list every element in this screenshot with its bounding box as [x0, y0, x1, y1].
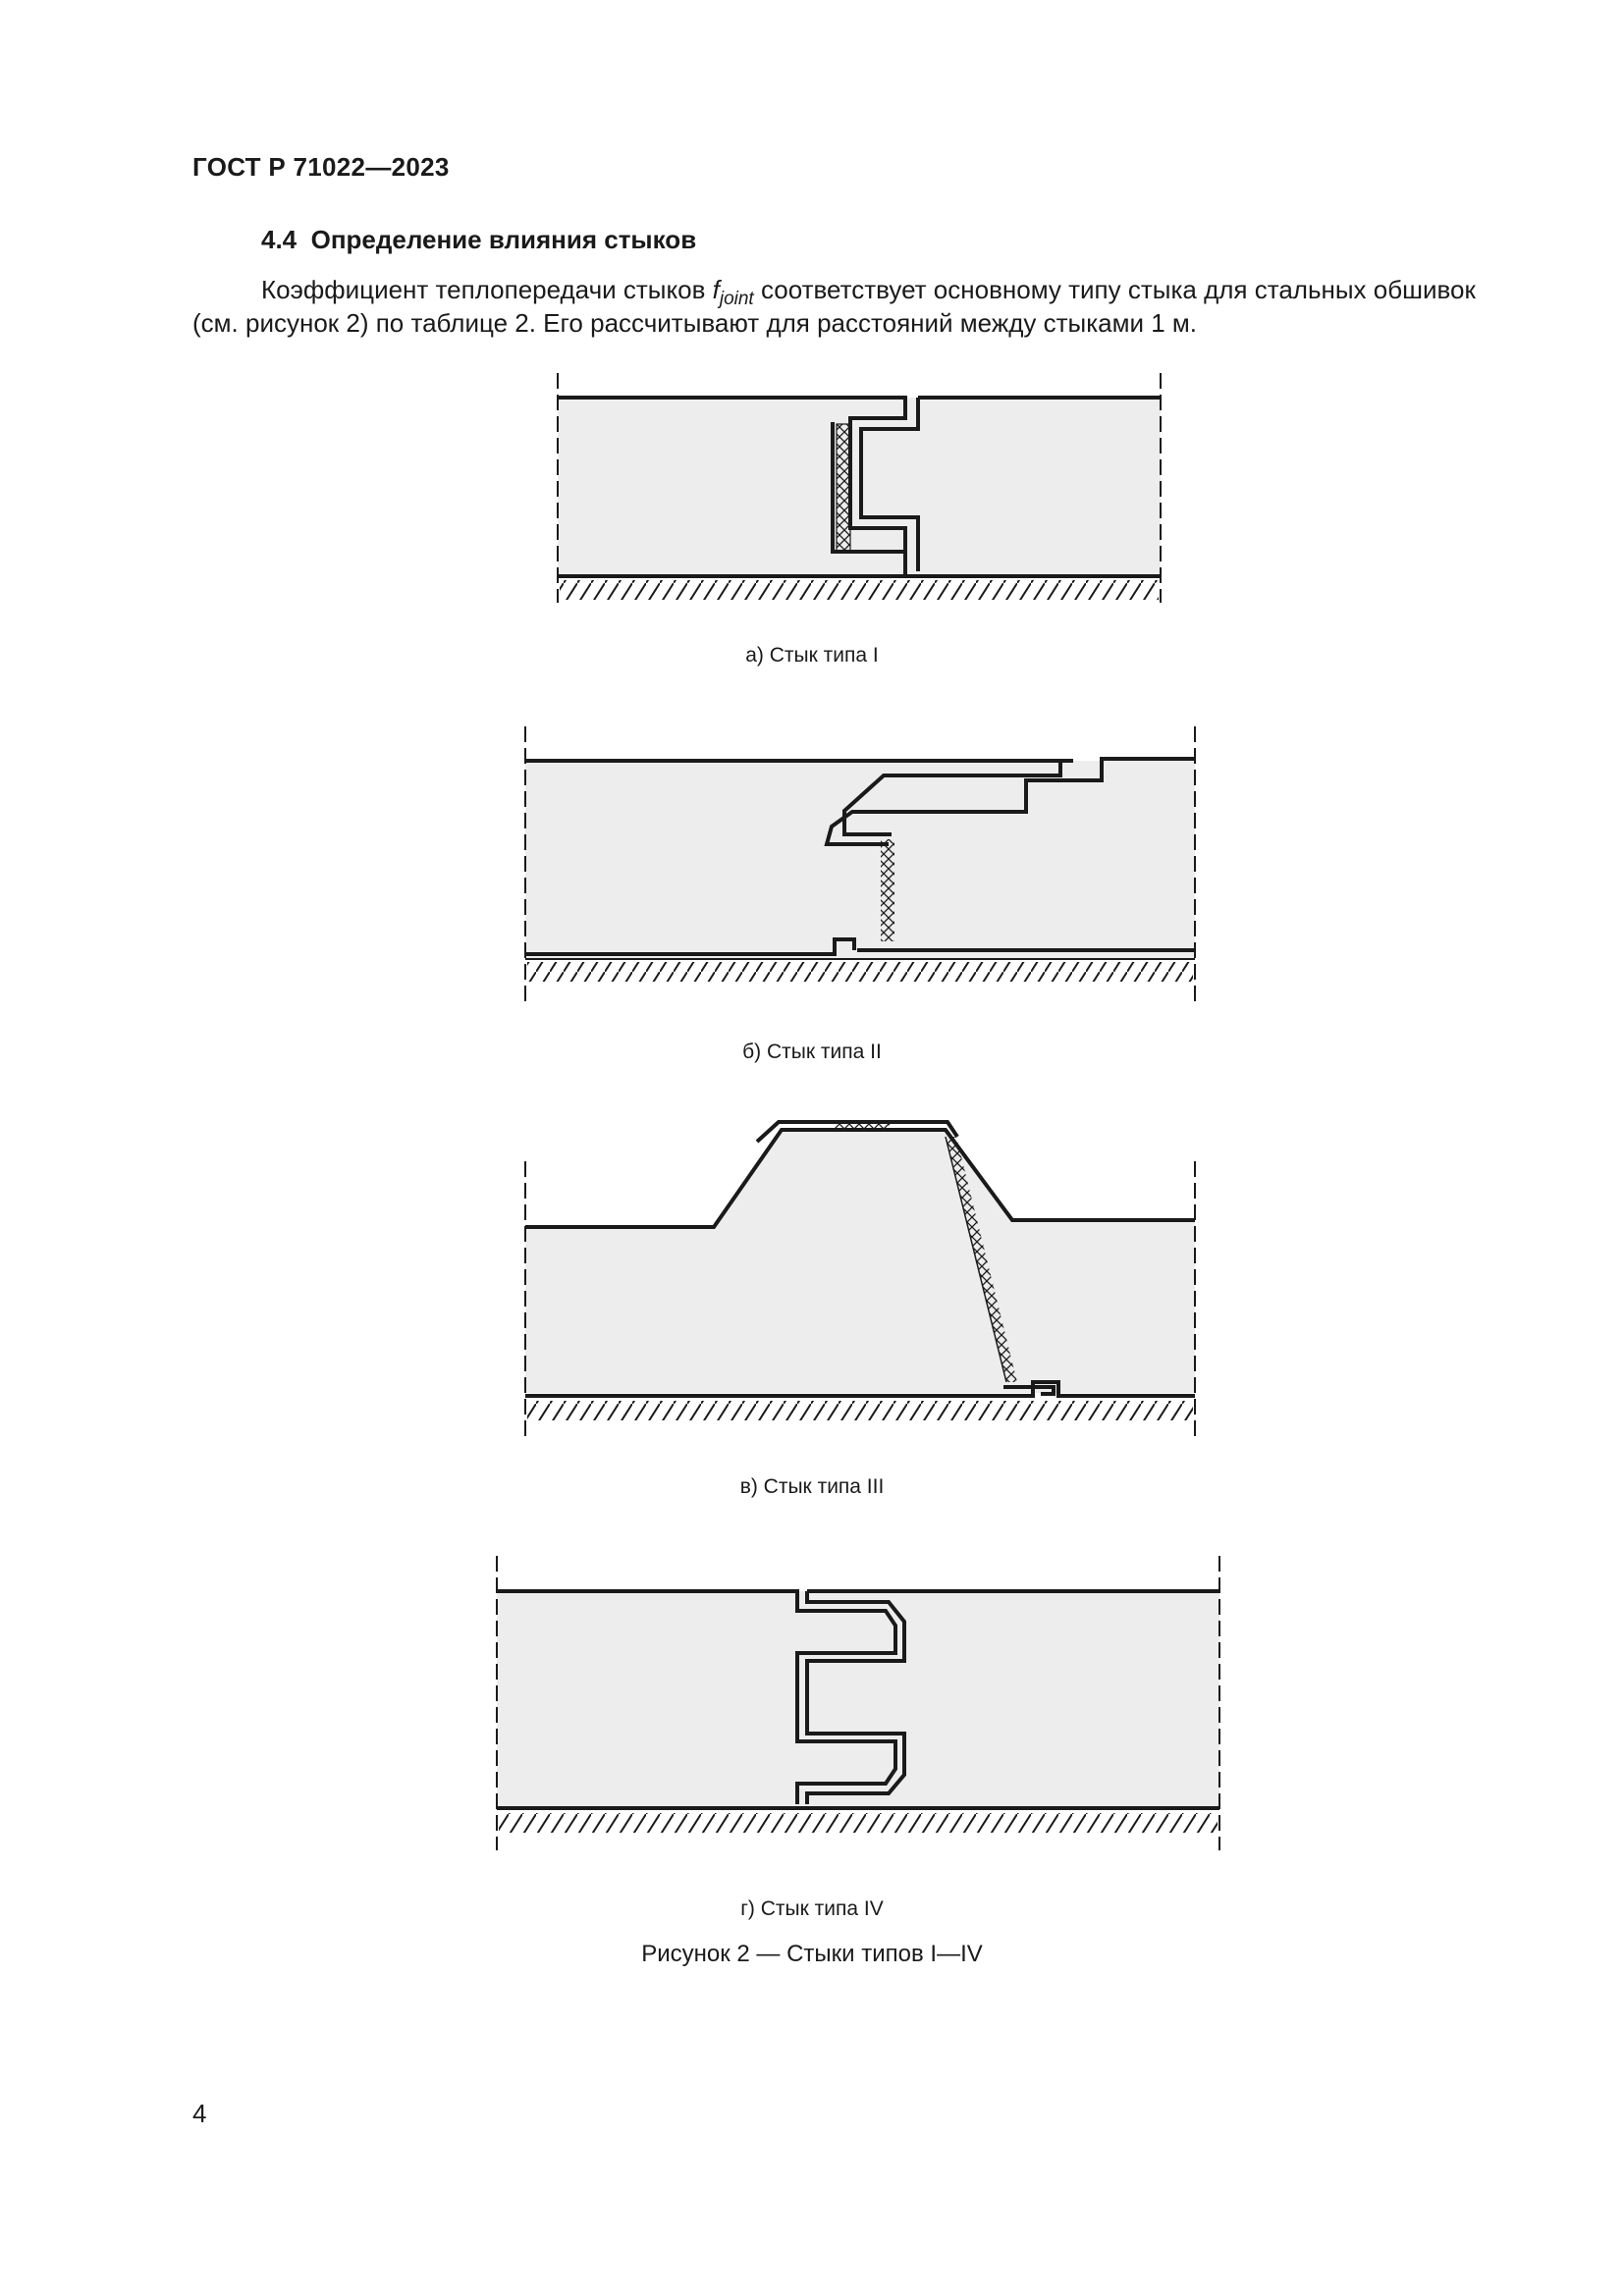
section-title: Определение влияния стыков	[310, 225, 697, 254]
joint-type-4-drawing	[497, 1556, 1219, 1850]
document-header: ГОСТ Р 71022—2023	[192, 152, 450, 182]
page-number: 4	[192, 2099, 207, 2128]
joint-type-3-drawing	[525, 1122, 1195, 1438]
caption-type-1: а) Стык типа I	[745, 644, 879, 667]
caption-type-2: б) Стык типа II	[742, 1041, 882, 1063]
caption-type-4: г) Стык типа IV	[740, 1897, 884, 1920]
paragraph-text-start: Коэффициент теплопередачи стыков	[261, 275, 713, 304]
caption-type-3: в) Стык типа III	[739, 1475, 885, 1498]
figure-title: Рисунок 2 — Стыки типов I—IV	[641, 1941, 983, 1967]
joint-type-2-drawing	[525, 726, 1195, 1001]
joint-type-1-drawing	[558, 373, 1161, 603]
section-number: 4.4	[261, 225, 298, 254]
paragraph-text-end: соответствует основному типу стыка для стальных обшивок (см. рисунок 2) по таблице 2. Его рассчитывают для расстояний между стыками 1 м.	[192, 275, 1476, 338]
symbol-f: f	[712, 275, 720, 304]
symbol-subscript: joint	[719, 289, 754, 309]
